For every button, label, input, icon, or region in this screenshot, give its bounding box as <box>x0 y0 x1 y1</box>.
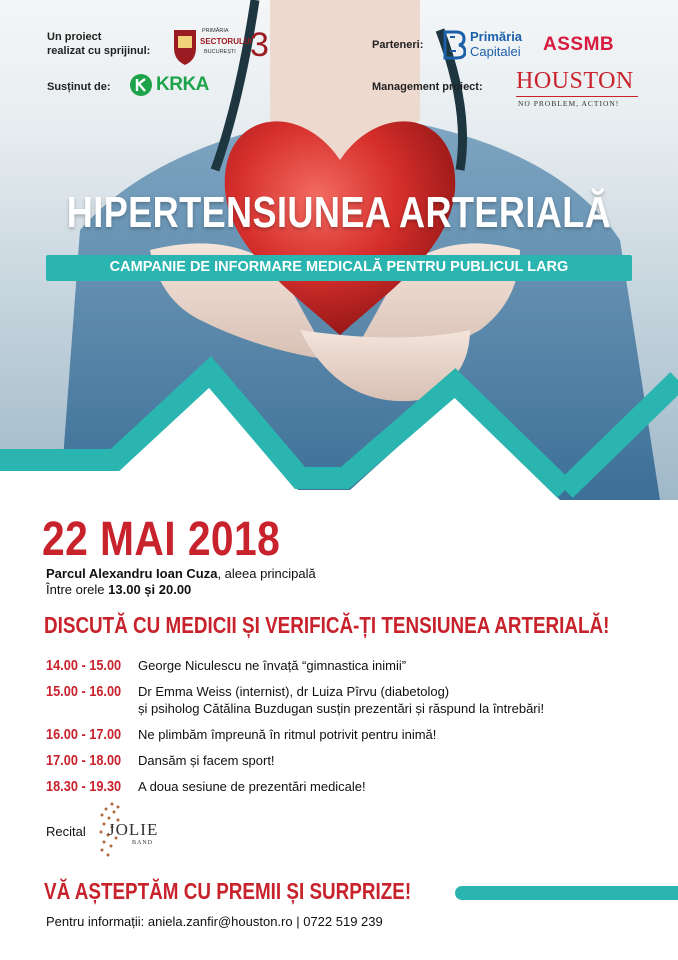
houston-logo <box>516 68 642 110</box>
band-text: BAND <box>132 840 154 846</box>
schedule-time: 18.30 - 19.30 <box>46 778 122 795</box>
sector-logo-small: PRIMĂRIA <box>202 28 229 34</box>
sector-logo-sub: BUCUREȘTI <box>204 49 236 55</box>
subtitle-banner <box>46 255 632 281</box>
page-title: HIPERTENSIUNEA ARTERIALĂ <box>66 188 612 237</box>
contact-details: aniela.zanfir@houston.ro | 0722 519 239 <box>144 914 383 929</box>
jolie-band-logo <box>98 800 168 860</box>
schedule-time: 17.00 - 18.00 <box>46 752 122 769</box>
hours-value: 13.00 și 20.00 <box>108 582 192 597</box>
schedule-desc: Ne plimbăm împreună în ritmul potrivit pentru inimă! <box>138 727 437 742</box>
schedule-row <box>46 683 646 717</box>
location-rest: , aleea principală <box>217 566 316 581</box>
assmb-logo: ASSMB <box>543 34 615 55</box>
houston-tagline: NO PROBLEM, ACTION! <box>518 99 620 108</box>
bucharest-b-icon <box>442 30 466 60</box>
schedule-row <box>46 657 646 674</box>
project-label-line1: Un proiect <box>47 31 102 43</box>
schedule-time: 15.00 - 16.00 <box>46 683 122 700</box>
teal-accent-bar <box>455 886 678 900</box>
schedule-list <box>46 657 646 804</box>
location-park: Parcul Alexandru Ioan Cuza <box>46 566 218 581</box>
closing-headline: VĂ AȘTEPTĂM CU PREMII ȘI SURPRIZE! <box>44 878 412 904</box>
primaria-line2: Capitalei <box>470 44 521 59</box>
event-date: 22 MAI 2018 <box>42 513 281 566</box>
schedule-row <box>46 752 646 769</box>
schedule-desc: George Niculescu ne învață “gimnastica inimii” <box>138 658 407 673</box>
krka-text: KRKA <box>156 74 209 95</box>
krka-icon <box>130 74 152 96</box>
main-headline: DISCUTĂ CU MEDICII ȘI VERIFICĂ-ȚI TENSIUNEA ARTERIALĂ! <box>44 612 610 638</box>
primaria-line1: Primăria <box>470 29 523 44</box>
sector3-logo <box>172 24 272 68</box>
schedule-desc-line2: și psiholog Cătălina Buzdugan susțin prezentări și răspund la întrebări! <box>138 701 545 716</box>
supported-label: Susținut de: <box>47 81 111 93</box>
project-label <box>47 30 150 58</box>
management-label: Management proiect: <box>372 81 483 93</box>
sector-number: 3 <box>250 26 269 64</box>
schedule-row <box>46 778 646 795</box>
contact-line <box>46 914 383 929</box>
subtitle: CAMPANIE DE INFORMARE MEDICALĂ PENTRU PUBLICUL LARG <box>109 259 569 275</box>
primaria-capitalei-logo <box>442 28 538 62</box>
project-label-line2: realizat cu sprijinul: <box>47 45 151 57</box>
sector-logo-main: SECTORULUI <box>200 37 252 46</box>
schedule-desc-line1: Dr Emma Weiss (internist), dr Luiza Pîrvu (diabetolog) <box>138 684 450 699</box>
schedule-desc: Dansăm și facem sport! <box>138 753 275 768</box>
jolie-text: JOLIE <box>108 820 159 839</box>
hours-line <box>46 582 316 598</box>
partners-label: Parteneri: <box>372 39 424 51</box>
contact-label: Pentru informații: <box>46 914 145 929</box>
schedule-desc: A doua sesiune de prezentări medicale! <box>138 779 366 794</box>
schedule-desc <box>138 683 544 717</box>
location-line <box>46 566 316 582</box>
schedule-row <box>46 726 646 743</box>
recital-label: Recital <box>46 824 86 839</box>
event-location <box>46 566 316 598</box>
coat-of-arms-icon <box>172 26 198 66</box>
hours-prefix: Între orele <box>46 582 109 597</box>
houston-rule <box>516 96 638 97</box>
houston-text: HOUSTON <box>516 68 634 94</box>
schedule-time: 16.00 - 17.00 <box>46 726 122 743</box>
schedule-time: 14.00 - 15.00 <box>46 657 122 674</box>
